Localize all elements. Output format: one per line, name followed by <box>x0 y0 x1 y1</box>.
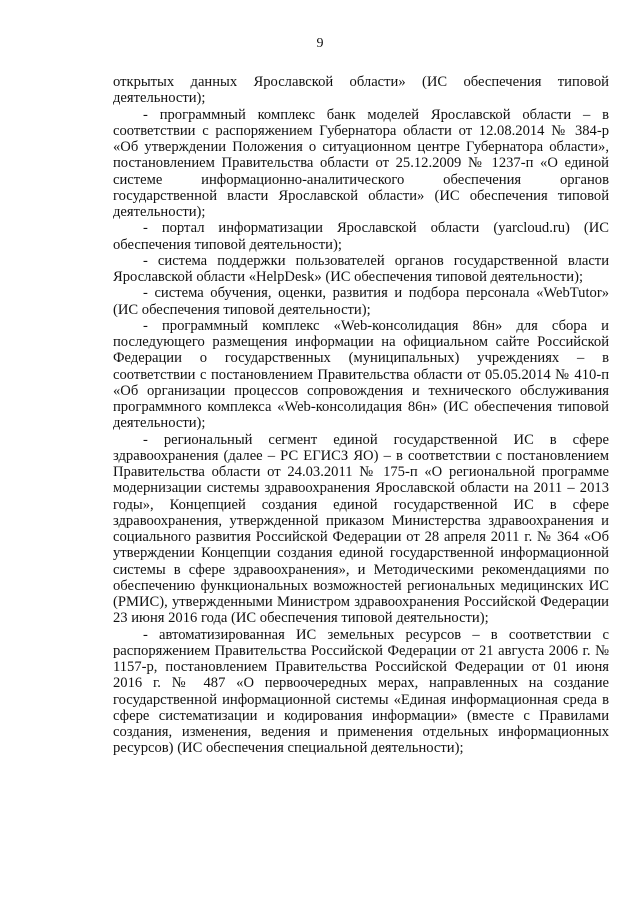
list-item-land-resources: - автоматизированная ИС земельных ресурсов – в соответствии с распоряжением Правительства Российской Федерации от 21 августа 2006 г. № 1157-р, постановлением Правительства Российской Федерации от 01 июня 2016 г. № 487 «О первоочередных мерах, направленных на создание государственной информационной системы «Единая информационная среда в сфере систематизации и кодирования информации» (вместе с Правилами создания, изменения, ведения и применения отдельных информационных ресурсов) (ИС обеспечения специальной деятельности); <box>113 626 609 757</box>
list-item-model-bank: - программный комплекс банк моделей Ярославской области – в соответствии с распоряжением Губернатора области от 12.08.2014 № 384-р «Об утверждении Положения о ситуационном центре Губернатора области», постановлением Правительства области от 25.12.2009 № 1237-п «О единой системе информационно-аналитического обеспечения органов государственной власти Ярославской области» (ИС обеспечения типовой деятельности); <box>113 106 609 220</box>
list-item-healthcare-segment: - региональный сегмент единой государственной ИС в сфере здравоохранения (далее – РС ЕГИСЗ ЯО) – в соответствии с постановлением Правительства области от 24.03.2011 № 175-п «О региональной программе модернизации системы здравоохранения Ярославской области на 2011 – 2013 годы», Концепцией создания единой государственной ИС в сфере здравоохранения, утвержденной приказом Министерства здравоохранения и социального развития Российской Федерации от 28 апреля 2011 г. № 364 «Об утверждении Концепции создания единой государственной информационной системы в сфере здравоохранения», и Методическими рекомендациями по обеспечению функциональных возможностей региональных медицинских ИС (РМИС), утвержденными Министром здравоохранения Российской Федерации 23 июня 2016 года (ИС обеспечения типовой деятельности); <box>113 431 609 627</box>
list-item-web-consolidation: - программный комплекс «Web-консолидация 86н» для сбора и последующего размещения информации на официальном сайте Российской Федерации о государственных (муниципальных) учреждениях – в соответствии с постановлением Правительства области от 05.05.2014 № 410-п «Об организации процессов сопровождения и технического обслуживания программного комплекса «Web-консолидация 86н» (ИС обеспечения типовой деятельности); <box>113 317 609 432</box>
paragraph-continuation: открытых данных Ярославской области» (ИС обеспечения типовой деятельности); <box>113 74 609 107</box>
document-body <box>113 74 609 757</box>
list-item-webtutor: - система обучения, оценки, развития и подбора персонала «WebTutor» (ИС обеспечения типовой деятельности); <box>113 285 609 318</box>
list-item-informatization-portal: - портал информатизации Ярославской области (yarcloud.ru) (ИС обеспечения типовой деятельности); <box>113 220 609 253</box>
list-item-helpdesk: - система поддержки пользователей органов государственной власти Ярославской области «HelpDesk» (ИС обеспечения типовой деятельности); <box>113 252 609 285</box>
page-number: 9 <box>316 36 324 51</box>
